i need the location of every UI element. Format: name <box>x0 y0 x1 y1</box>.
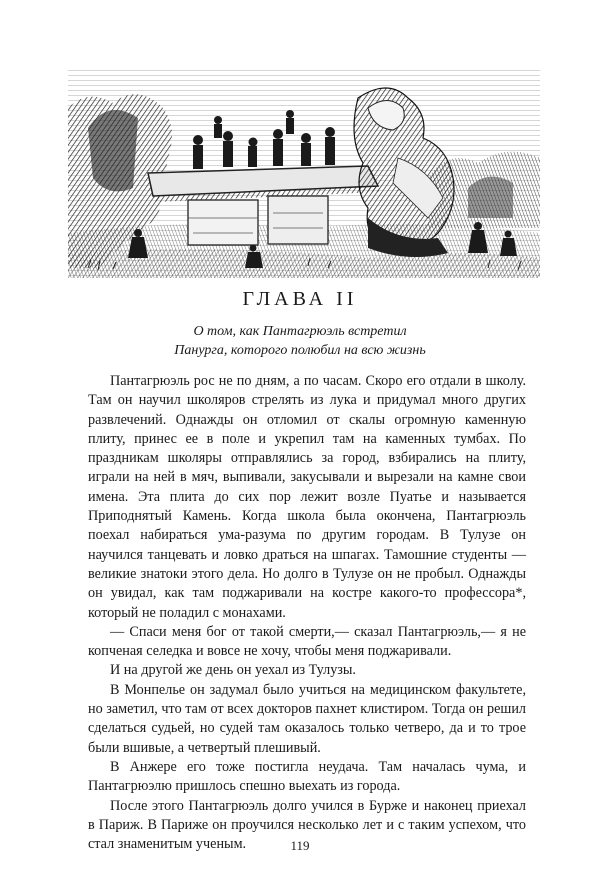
paragraph-3: И на другой же день он уехал из Тулузы. <box>110 662 356 679</box>
chapter-subtitle-line-2: Панурга, которого полюбил на всю жизнь <box>174 343 426 358</box>
engraving-illustration <box>68 68 540 278</box>
chapter-body <box>88 372 526 854</box>
paragraph-2: — Спаси меня бог от такой смерти,— сказал Пантагрюэль,— я не копченая селедка и вовсе не хочу, чтобы меня поджаривали. <box>88 623 526 660</box>
page-number: 119 <box>290 838 310 853</box>
chapter-title: ГЛАВА II <box>242 288 358 310</box>
paragraph-5: В Анжере его тоже постигла неудача. Там началась чума, и Пантагрюэлю пришлось спешно выехать из города. <box>88 758 526 795</box>
chapter-subtitle <box>0 322 600 360</box>
paragraph-6: После этого Пантагрюэль долго учился в Бурже и наконец приехал в Париж. В Париже он проучился несколько лет и с таким успехом, что стал знаменитым ученым. <box>88 797 526 853</box>
paragraph-4: В Монпелье он задумал было учиться на медицинском факультете, но заметил, что там от всех докторов пахнет клистиром. Тогда он решил сделаться судьей, но судей там оказалось только четверо, да и то трое были вшивые, а четвертый плешивый. <box>88 681 526 756</box>
chapter-subtitle-line-1: О том, как Пантагрюэль встретил <box>193 324 407 339</box>
paragraph-1: Пантагрюэль рос не по дням, а по часам. Скоро его отдали в школу. Там он научил школяров стрелять из лука и придумал много других развлечений. Однажды он отломил от скалы огромную каменную плиту, принес ее в поле и укрепил там на каменных тумбах. По праздникам школяры отправлялись за город, взбирались на плиту, играли на ней в мяч, выпивали, закусывали и вырезали на камне свои имена. Эта плита до сих пор лежит возле Пуатье и называется Приподнятый Камень. Когда школа была окончена, Пантагрюэль поехал набираться ума-разума по другим городам. В Тулузе он научился танцевать и ловко драться на шпагах. Тамошние студенты — великие знатоки этого дела. Но долго в Тулузе он не пробыл. Однажды он увидал, как там поджаривали на костре какого-то профессора*, который не поладил с монахами. <box>88 373 526 621</box>
